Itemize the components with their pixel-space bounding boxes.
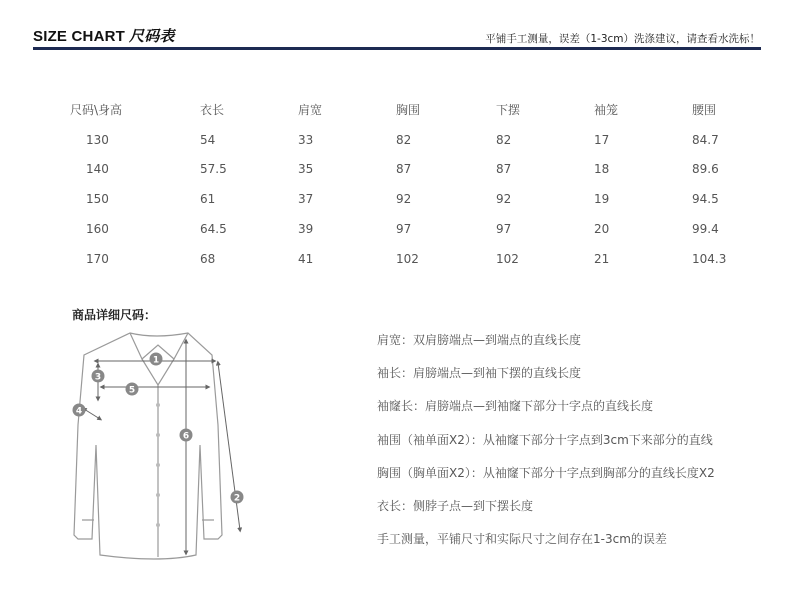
shirt-outline <box>74 333 222 559</box>
detail-size-title: 商品详细尺码： <box>72 308 157 322</box>
measure-lines <box>84 341 240 553</box>
table-cell: 33 <box>298 132 314 147</box>
table-cell: 99.4 <box>692 222 719 237</box>
header-length: 衣长 <box>200 103 225 118</box>
table-cell: 39 <box>298 222 314 237</box>
definition-shoulder: 肩宽：双肩膀端点—到端点的直线长度 <box>377 333 582 347</box>
header-divider <box>33 47 761 50</box>
table-cell: 41 <box>298 251 314 266</box>
table-cell: 64.5 <box>200 222 227 237</box>
table-header-row <box>70 95 752 125</box>
table-cell: 35 <box>298 162 314 177</box>
marker-4: 4 <box>75 406 83 417</box>
table-cell: 94.5 <box>692 192 719 207</box>
marker-6-badge <box>180 429 193 442</box>
header-armhole: 袖笼 <box>594 103 619 118</box>
marker-2-badge <box>231 491 244 504</box>
table-cell: 68 <box>200 251 216 266</box>
table-row <box>70 155 752 185</box>
table-cell: 19 <box>594 192 610 207</box>
definition-chest: 胸围（胸单面X2）：从袖窿下部分十字点到胸部分的直线长度X2 <box>377 465 715 480</box>
marker-4-badge <box>73 404 86 417</box>
table-row <box>70 244 752 274</box>
table-cell: 89.6 <box>692 162 719 177</box>
table-row <box>70 184 752 214</box>
table-cell: 54 <box>200 132 216 147</box>
table-cell: 150 <box>86 192 109 207</box>
definition-tolerance-note: 手工测量，平铺尺寸和实际尺寸之间存在1-3cm的误差 <box>377 532 667 547</box>
table-cell: 87 <box>496 162 512 177</box>
shirt-measurement-diagram <box>60 325 270 590</box>
title-english: SIZE CHART <box>33 28 125 45</box>
marker-3-badge <box>92 370 105 383</box>
marker-5: 5 <box>128 385 136 396</box>
table-cell: 17 <box>594 132 610 147</box>
table-row <box>70 214 752 244</box>
title-chinese: 尺码表 <box>129 28 175 45</box>
header-shoulder: 肩宽 <box>298 103 323 118</box>
table-cell: 170 <box>86 251 109 266</box>
table-cell: 97 <box>396 222 412 237</box>
table-cell: 61 <box>200 192 216 207</box>
table-cell: 87 <box>396 162 412 177</box>
definition-sleeve-width: 袖围（袖单面X2）：从袖窿下部分十字点到3cm下来部分的直线 <box>377 432 713 447</box>
definition-armhole-length: 袖窿长：肩膀端点—到袖窿下部分十字点的直线长度 <box>377 399 654 414</box>
size-chart-title <box>33 25 175 46</box>
table-cell: 20 <box>594 222 610 237</box>
header-size-height: 尺码\身高 <box>70 103 123 118</box>
table-cell: 102 <box>396 251 419 266</box>
table-row <box>70 125 752 155</box>
table-cell: 82 <box>396 132 412 147</box>
table-cell: 18 <box>594 162 610 177</box>
table-cell: 160 <box>86 222 109 237</box>
table-cell: 97 <box>496 222 512 237</box>
marker-5-badge <box>126 383 139 396</box>
table-cell: 21 <box>594 251 610 266</box>
header-waist: 腰围 <box>692 103 717 118</box>
marker-6: 6 <box>182 431 190 442</box>
marker-1: 1 <box>152 355 160 366</box>
table-cell: 130 <box>86 132 109 147</box>
marker-2: 2 <box>233 493 241 504</box>
definition-sleeve-length: 袖长：肩膀端点—到袖下摆的直线长度 <box>377 366 582 381</box>
table-cell: 82 <box>496 132 512 147</box>
marker-1-badge <box>150 353 163 366</box>
table-cell: 102 <box>496 251 519 266</box>
measurement-note: 平铺手工测量，误差（1-3cm）洗涤建议，请查看水洗标！ <box>485 33 760 45</box>
header-chest: 胸围 <box>396 103 421 118</box>
table-cell: 92 <box>396 192 412 207</box>
table-cell: 140 <box>86 162 109 177</box>
measurement-definitions <box>377 330 715 562</box>
marker-3: 3 <box>94 372 102 383</box>
table-cell: 84.7 <box>692 132 719 147</box>
table-cell: 57.5 <box>200 162 227 177</box>
header-hem: 下摆 <box>496 103 521 118</box>
table-cell: 104.3 <box>692 251 727 266</box>
definition-length: 衣长：侧脖子点—到下摆长度 <box>377 498 534 513</box>
size-table <box>70 95 752 274</box>
table-cell: 37 <box>298 192 314 207</box>
table-cell: 92 <box>496 192 512 207</box>
